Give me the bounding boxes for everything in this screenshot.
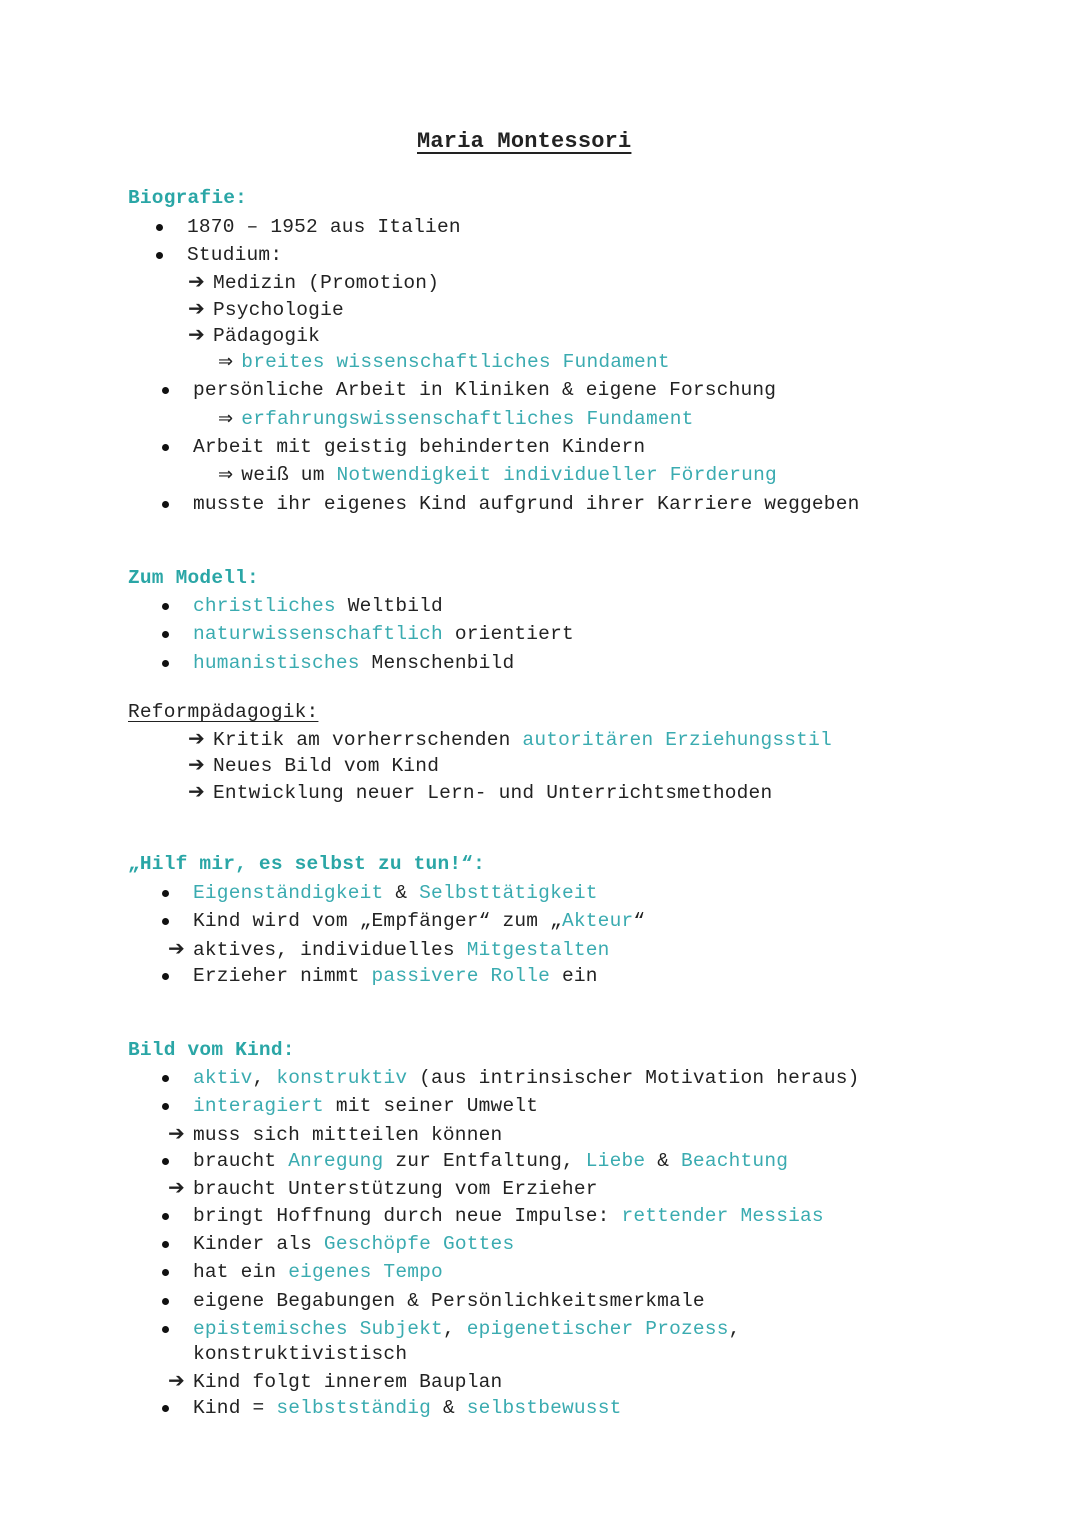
list-item: Erzieher nimmt passivere Rolle ein <box>193 965 598 987</box>
list-item: ➔ Medizin (Promotion) <box>188 269 440 294</box>
section-heading-reform: Reformpädagogik: <box>128 701 319 723</box>
list-item: ➔ Pädagogik <box>188 322 321 347</box>
section-heading-biografie: Biografie: <box>128 187 248 209</box>
bullet-dot-icon <box>162 631 169 638</box>
list-item: ➔ aktives, individuelles Mitgestalten <box>168 936 610 961</box>
list-item: 1870 – 1952 aus Italien <box>187 216 461 238</box>
right-arrow-icon: ➔ <box>188 779 205 803</box>
bullet-dot-icon <box>162 387 169 394</box>
bullet-dot-icon <box>162 1241 169 1248</box>
list-item: ➔ Psychologie <box>188 296 344 321</box>
bullet-dot-icon <box>162 1405 169 1412</box>
list-item: christliches Weltbild <box>193 595 443 617</box>
bullet-dot-icon <box>156 224 163 231</box>
list-item: musste ihr eigenes Kind aufgrund ihrer Karriere weggeben <box>193 493 860 515</box>
list-item: epistemisches Subjekt, epigenetischer Prozess, <box>193 1318 741 1340</box>
right-arrow-icon: ➔ <box>188 322 205 346</box>
bullet-dot-icon <box>162 1158 169 1165</box>
bullet-dot-icon <box>162 603 169 610</box>
list-item: interagiert mit seiner Umwelt <box>193 1095 539 1117</box>
list-item: Studium: <box>187 244 283 266</box>
right-arrow-icon: ➔ <box>188 296 205 320</box>
list-item: naturwissenschaftlich orientiert <box>193 623 574 645</box>
right-arrow-icon: ➔ <box>188 726 205 750</box>
list-item: Eigenständigkeit & Selbsttätigkeit <box>193 882 598 904</box>
section-heading-kind: Bild vom Kind: <box>128 1039 295 1061</box>
list-item-continuation: konstruktivistisch <box>193 1343 408 1365</box>
right-arrow-icon: ➔ <box>188 269 205 293</box>
list-item: Kinder als Geschöpfe Gottes <box>193 1233 515 1255</box>
list-item: braucht Anregung zur Entfaltung, Liebe & Beachtung <box>193 1150 789 1172</box>
list-item: eigene Begabungen & Persönlichkeitsmerkmale <box>193 1290 705 1312</box>
list-item: Arbeit mit geistig behinderten Kindern <box>193 436 646 458</box>
list-item: ➔ Kritik am vorherrschenden autoritären Erziehungsstil <box>188 726 832 751</box>
list-item: bringt Hoffnung durch neue Impulse: rettender Messias <box>193 1205 824 1227</box>
list-item: Kind = selbstständig & selbstbewusst <box>193 1397 622 1419</box>
right-arrow-icon: ➔ <box>168 1175 185 1199</box>
bullet-dot-icon <box>162 918 169 925</box>
double-arrow-icon: ⇒ <box>218 464 234 485</box>
list-item: ⇒ breites wissenschaftliches Fundament <box>218 351 670 373</box>
right-arrow-icon: ➔ <box>188 752 205 776</box>
list-item: ➔ braucht Unterstützung vom Erzieher <box>168 1175 598 1200</box>
bullet-dot-icon <box>162 1213 169 1220</box>
right-arrow-icon: ➔ <box>168 1368 185 1392</box>
right-arrow-icon: ➔ <box>168 1121 185 1145</box>
section-heading-hilf: „Hilf mir, es selbst zu tun!“: <box>128 853 486 875</box>
list-item: ⇒ erfahrungswissenschaftliches Fundament <box>218 408 694 430</box>
bullet-dot-icon <box>162 1298 169 1305</box>
page-title: Maria Montessori <box>417 129 632 154</box>
bullet-dot-icon <box>162 1103 169 1110</box>
list-item: ⇒ weiß um Notwendigkeit individueller Förderung <box>218 464 777 486</box>
list-item: hat ein eigenes Tempo <box>193 1261 443 1283</box>
bullet-dot-icon <box>162 1269 169 1276</box>
list-item: ➔ Kind folgt innerem Bauplan <box>168 1368 503 1393</box>
bullet-dot-icon <box>162 444 169 451</box>
section-heading-modell: Zum Modell: <box>128 567 259 589</box>
bullet-dot-icon <box>162 1326 169 1333</box>
double-arrow-icon: ⇒ <box>218 408 234 429</box>
bullet-dot-icon <box>162 1075 169 1082</box>
bullet-dot-icon <box>162 973 169 980</box>
list-item: ➔ Entwicklung neuer Lern- und Unterrichtsmethoden <box>188 779 773 804</box>
bullet-dot-icon <box>162 660 169 667</box>
right-arrow-icon: ➔ <box>168 936 185 960</box>
bullet-dot-icon <box>162 890 169 897</box>
list-item: aktiv, konstruktiv (aus intrinsischer Motivation heraus) <box>193 1067 860 1089</box>
bullet-dot-icon <box>162 501 169 508</box>
bullet-dot-icon <box>156 252 163 259</box>
list-item: Kind wird vom „Empfänger“ zum „Akteur“ <box>193 910 646 932</box>
list-item: humanistisches Menschenbild <box>193 652 515 674</box>
double-arrow-icon: ⇒ <box>218 351 234 372</box>
list-item: persönliche Arbeit in Kliniken & eigene Forschung <box>193 379 777 401</box>
list-item: ➔ muss sich mitteilen können <box>168 1121 503 1146</box>
list-item: ➔ Neues Bild vom Kind <box>188 752 440 777</box>
